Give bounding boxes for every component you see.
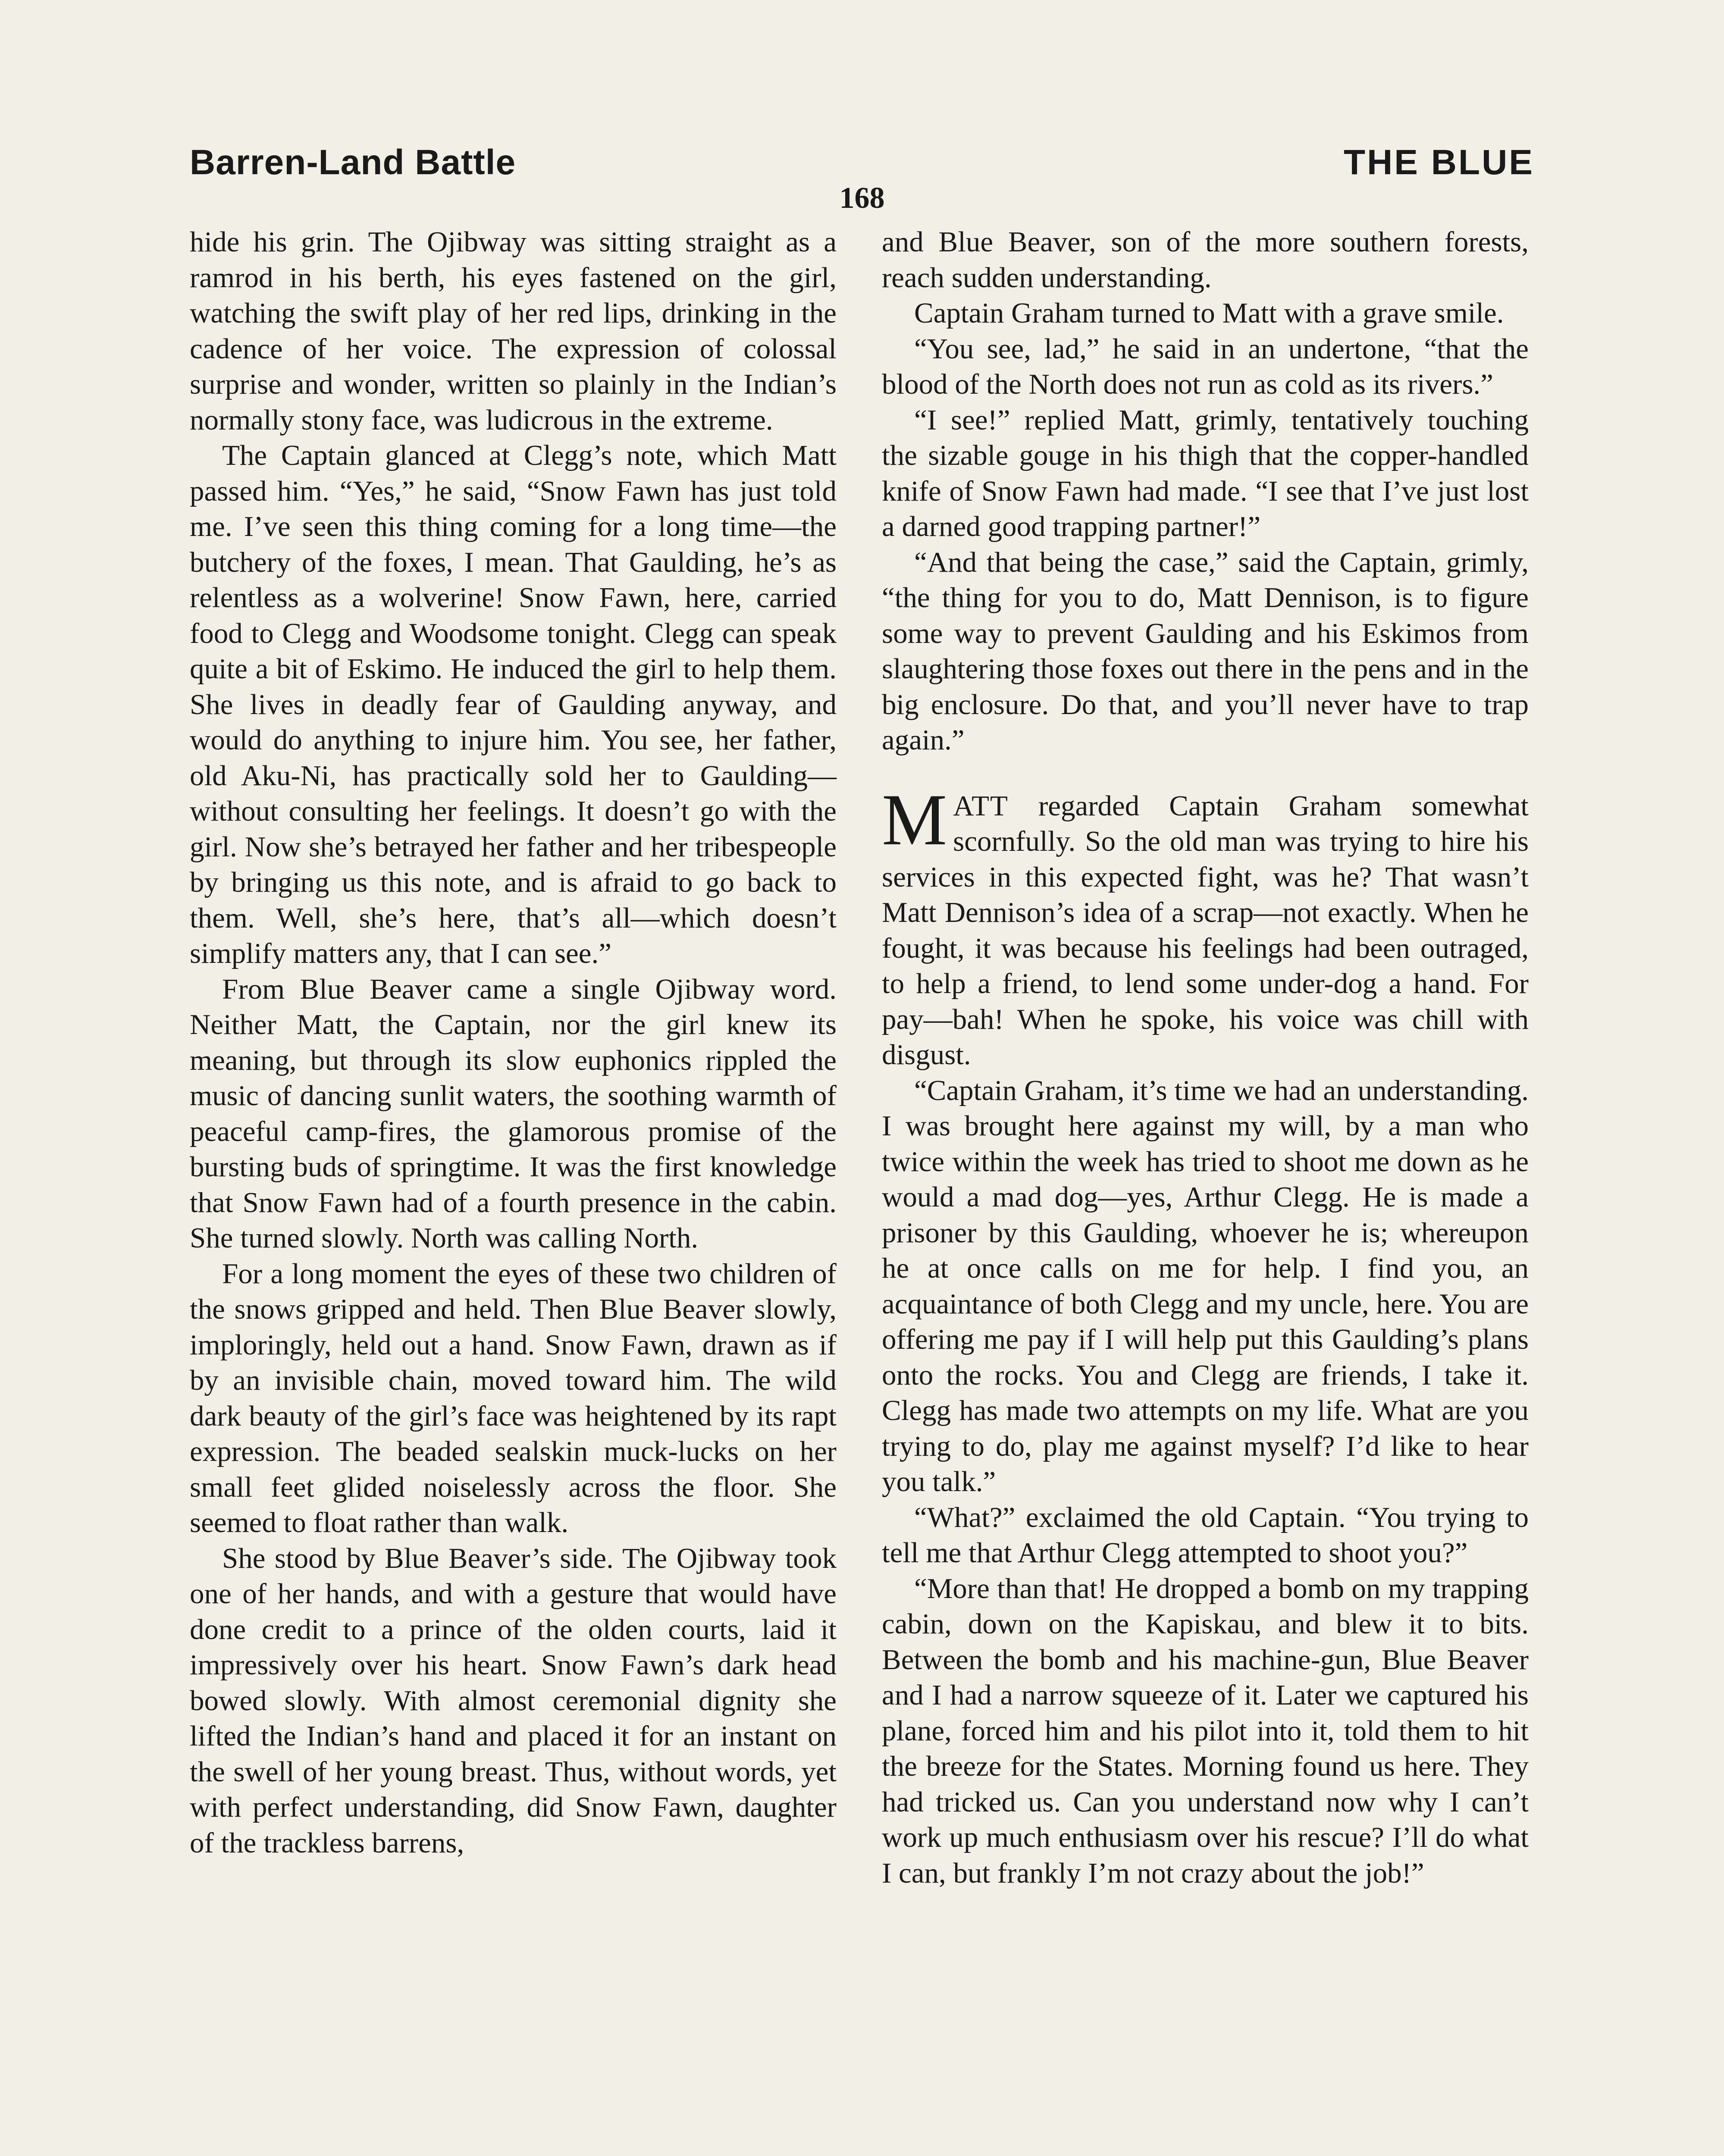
paragraph: “And that being the case,” said the Captain, grimly, “the thing for you to do, Matt Dennison, is to figure some way to prevent Gaulding and his Eskimos from slaughtering those foxes out there in the pens and in the big enclosure. Do that, and you’ll never have to trap again.” (882, 546, 1529, 756)
paragraph: From Blue Beaver came a single Ojibway word. Neither Matt, the Captain, nor the girl knew its meaning, but through its slow euphonics rippled the music of dancing sunlit waters, the soothing warmth of peaceful camp-fires, the glamorous promise of the bursting buds of springtime. It was the first knowledge that Snow Fawn had of a fourth presence in the cabin. She turned slowly. North was calling North. (190, 973, 837, 1254)
paragraph: Captain Graham turned to Matt with a grave smile. (914, 297, 1504, 329)
drop-cap: M (882, 779, 947, 860)
paragraph: She stood by Blue Beaver’s side. The Ojibway took one of her hands, and with a gesture that would have done credit to a prince of the olden courts, laid it impressively over his heart. Snow Fawn’s dark head bowed slowly. With almost ceremonial dignity she lifted the Indian’s hand and placed it for an instant on the swell of her young breast. Thus, without words, yet with perfect understanding, did Snow Fawn, daughter of the trackless barrens, (190, 1542, 837, 1859)
section-break-paragraph (882, 779, 1529, 1073)
paragraph: The Captain glanced at Clegg’s note, which Matt passed him. “Yes,” he said, “Snow Fawn has just told me. I’ve seen this thing coming for a long time—the butchery of the foxes, I mean. That Gaulding, he’s as relentless as a wolverine! Snow Fawn, here, carried food to Clegg and Woodsome tonight. Clegg can speak quite a bit of Eskimo. He induced the girl to help them. She lives in deadly fear of Gaulding anyway, and would do anything to injure him. You see, her father, old Aku-Ni, has practically sold her to Gaulding—without consulting her feelings. It doesn’t go with the girl. Now she’s betrayed her father and her tribespeople by bringing us this note, and is afraid to go back to them. Well, she’s here, that’s all—which doesn’t simplify matters any, that I can see.” (190, 439, 837, 969)
paragraph: hide his grin. The Ojibway was sitting straight as a ramrod in his berth, his eyes fastened on the girl, watching the swift play of her red lips, drinking in the cadence of her voice. The expression of colossal surprise and wonder, written so plainly in the Indian’s normally stony face, was ludicrous in the extreme. (190, 226, 837, 436)
paragraph: “What?” exclaimed the old Captain. “You trying to tell me that Arthur Clegg attempted to shoot you?” (882, 1501, 1529, 1569)
paragraph: “You see, lad,” he said in an undertone, “that the blood of the North does not run as cold as its rivers.” (882, 332, 1529, 400)
paragraph: “I see!” replied Matt, grimly, tentatively touching the sizable gouge in his thigh that the copper-handled knife of Snow Fawn had made. “I see that I’ve just lost a darned good trapping partner!” (882, 404, 1529, 542)
page-number: 168 (839, 182, 885, 215)
right-column (882, 224, 1529, 1891)
paragraph: For a long moment the eyes of these two children of the snows gripped and held. Then Blue Beaver slowly, imploringly, held out a hand. Snow Fawn, drawn as if by an invisible chain, moved toward him. The wild dark beauty of the girl’s face was heightened by its rapt expression. The beaded sealskin muck-lucks on her small feet glided noiselessly across the floor. She seemed to float rather than walk. (190, 1257, 837, 1539)
magazine-title: THE BLUE (1344, 143, 1534, 182)
left-column (190, 224, 837, 1861)
paragraph: and Blue Beaver, son of the more southern forests, reach sudden understanding. (882, 226, 1529, 294)
paragraph-text: regarded Captain Graham somewhat scornfully. So the old man was trying to hire his services in this expected fight, was he? That wasn’t Matt Dennison’s idea of a scrap—not exactly. When he fought, it was because his feelings had been outraged, to help a friend, to lend some under-dog a hand. For pay—bah! When he spoke, his voice was chill with disgust. (882, 790, 1529, 1071)
paragraph: “Captain Graham, it’s time we had an understanding. I was brought here against my will, by a man who twice within the week has tried to shoot me down as he would a mad dog—yes, Arthur Clegg. He is made a prisoner by this Gaulding, whoever he is; whereupon he at once calls on me for help. I find you, an acquaintance of both Clegg and my uncle, here. You are offering me pay if I will help put this Gaulding’s plans onto the rocks. You and Clegg are friends, I take it. Clegg has made two attempts on my life. What are you trying to do, play me against myself? I’d like to hear you talk.” (882, 1074, 1529, 1498)
paragraph: “More than that! He dropped a bomb on my trapping cabin, down on the Kapiskau, and blew it to bits. Between the bomb and his machine-gun, Blue Beaver and I had a narrow squeeze of it. Later we captured his plane, forced him and his pilot into it, told them to hit the breeze for the States. Morning found us here. They had tricked us. Can you understand now why I can’t work up much enthusiasm over his rescue? I’ll do what I can, but frankly I’m not crazy about the job!” (882, 1572, 1529, 1889)
story-title: Barren-Land Battle (190, 143, 516, 182)
drop-cap-continuation: ATT (953, 790, 1009, 822)
